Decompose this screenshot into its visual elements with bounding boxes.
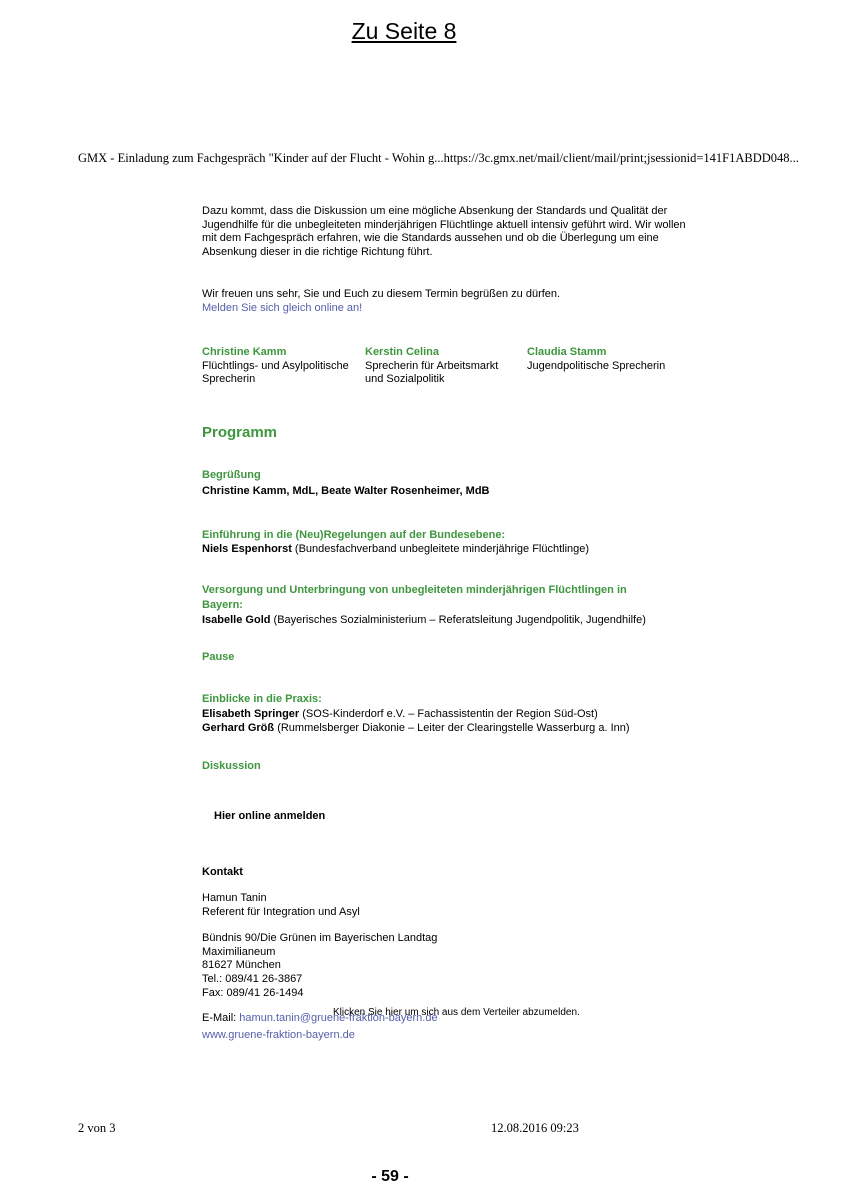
speaker-detail: (Bayerisches Sozialministerium – Referatsleitung Jugendpolitik, Jugendhilfe) [273, 614, 646, 626]
speaker-name: Elisabeth Springer [202, 707, 300, 720]
contact-fax: Fax: 089/41 26-1494 [202, 986, 304, 999]
program-item-pause: Pause [202, 651, 235, 663]
contact-org: Bündnis 90/Die Grünen im Bayerischen Landtag [202, 932, 438, 944]
signer-role: Jugendpolitische Sprecherin [527, 359, 666, 372]
program-item-title: Versorgung und Unterbringung von unbegleiteten minderjährigen Flüchtlingen in [202, 584, 627, 596]
signer-name: Claudia Stamm [527, 346, 607, 358]
program-item-speaker-line [202, 542, 589, 556]
speaker-detail: (Rummelsberger Diakonie – Leiter der Clearingstelle Wasserburg a. Inn) [277, 722, 630, 734]
register-online-link[interactable]: Melden Sie sich gleich online an! [202, 301, 363, 314]
footer-page-info: 2 von 3 [78, 1121, 116, 1135]
intro-line: Jugendhilfe für die unbegleiteten minderjährigen Flüchtlinge aktuell intensiv geführt wird. Wir wollen [202, 218, 686, 231]
contact-address [202, 932, 437, 1001]
contact-building: Maximilianeum [202, 945, 276, 958]
signer-name: Christine Kamm [202, 346, 287, 358]
contact-role: Referent für Integration und Asyl [202, 905, 360, 918]
footer-datetime: 12.08.2016 09:23 [491, 1121, 579, 1135]
signer-role: Sprecherin für Arbeitsmarkt [365, 359, 499, 372]
contact-city: 81627 München [202, 959, 281, 972]
signer-role: und Sozialpolitik [365, 373, 445, 385]
speaker-name: Niels Espenhorst [202, 543, 292, 555]
email-label: E-Mail: [202, 1012, 237, 1024]
email-link[interactable]: hamun.tanin@gruene-fraktion-bayern.de [239, 1012, 438, 1024]
intro-paragraph [202, 205, 686, 259]
signer-christine-kamm [202, 346, 365, 387]
page-title: Zu Seite 8 [351, 18, 457, 44]
print-header [78, 151, 799, 166]
speaker-name: Gerhard Größ [202, 722, 275, 734]
signer-kerstin-celina [365, 346, 527, 387]
contact-tel: Tel.: 089/41 26-3867 [202, 973, 303, 986]
speaker-detail: (SOS-Kinderdorf e.V. – Fachassistentin der Region Süd-Ost) [302, 707, 598, 720]
speaker-name: Isabelle Gold [202, 614, 271, 626]
contact-person [202, 892, 360, 919]
contact-name: Hamun Tanin [202, 892, 267, 904]
program-item-speaker-line [202, 707, 630, 722]
program-item-diskussion: Diskussion [202, 760, 261, 772]
signer-role: Flüchtlings- und Asylpolitische [202, 359, 349, 372]
signer-role: Sprecherin [202, 373, 256, 385]
print-header-url: https://3c.gmx.net/mail/client/mail/print;jsessionid=141F1ABDD048... [443, 151, 799, 165]
program-item-versorgung [202, 583, 646, 628]
signer-claudia-stamm [527, 346, 690, 387]
register-here-link[interactable]: Hier online anmelden [214, 810, 326, 822]
signer-name: Kerstin Celina [365, 346, 439, 358]
website-link[interactable]: www.gruene-fraktion-bayern.de [202, 1029, 355, 1041]
contact-heading: Kontakt [202, 866, 243, 878]
closing-block [202, 288, 560, 315]
program-item-begruessung [202, 468, 489, 499]
program-item-title: Begrüßung [202, 469, 261, 481]
signers-row [202, 346, 690, 387]
speaker-detail: (Bundesfachverband unbegleitete minderjährige Flüchtlinge) [294, 543, 590, 555]
program-item-title: Einblicke in die Praxis: [202, 693, 322, 705]
closing-line: Wir freuen uns sehr, Sie und Euch zu diesem Termin begrüßen zu dürfen. [202, 288, 561, 300]
program-heading: Programm [202, 424, 278, 441]
website-link-wrap [202, 1029, 355, 1043]
program-item-speakers: Christine Kamm, MdL, Beate Walter Rosenheimer, MdB [202, 484, 490, 497]
print-header-subject: GMX - Einladung zum Fachgespräch "Kinder auf der Flucht - Wohin g... [78, 151, 444, 165]
intro-line: mit dem Fachgespräch erfahren, wie die Standards aussehen und ob die Überlegung um eine [202, 232, 659, 244]
scan-page-number: - 59 - [371, 1168, 409, 1185]
program-item-einblicke [202, 692, 630, 736]
program-item-title: Einführung in die (Neu)Regelungen auf der Bundesebene: [202, 529, 506, 541]
program-item-title: Bayern: [202, 599, 243, 611]
intro-line: Absenkung dieser in die richtige Richtung führt. [202, 245, 433, 258]
program-item-speaker-line [202, 613, 646, 628]
unsubscribe-link[interactable]: Klicken Sie hier um sich aus dem Verteiler abzumelden. [333, 1007, 580, 1018]
intro-line: Dazu kommt, dass die Diskussion um eine mögliche Absenkung der Standards und Qualität der [202, 205, 668, 217]
program-item-einfuehrung [202, 528, 589, 556]
program-item-speaker-line [202, 721, 630, 736]
